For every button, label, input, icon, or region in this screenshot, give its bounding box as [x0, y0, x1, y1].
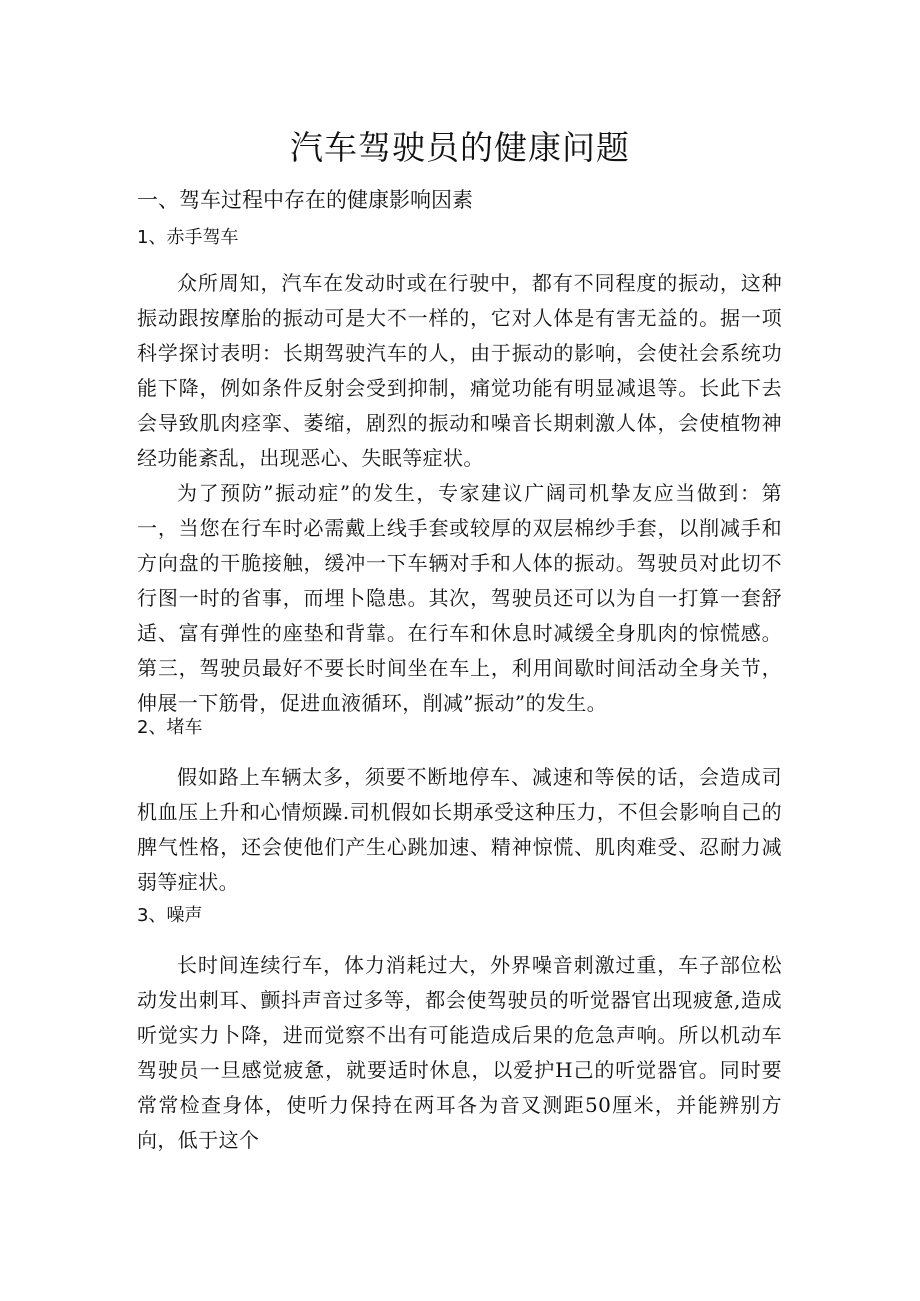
paragraph-1-2: 为了预防”振动症”的发生，专家建议广阔司机挚友应当做到：第一，当您在行车时必需戴上线手套或较厚的双层棉纱手套，以削减手和方向盘的干脆接触，缓冲一下车辆对手和人体的振动。驾驶员对此切不行图一时的省事，而埋卜隐患。其次，驾驶员还可以为自一打算一套舒适、富有弹性的座垫和背靠。在行车和休息时减缓全身肌肉的惊慌感。第三，驾驶员最好不要长时间坐在车上，利用间歇时间活动全身关节，伸展一下筋骨，促进血液循环，削减”振动”的发生。	[137, 481, 782, 715]
paragraph-1-1: 众所周知，汽车在发动时或在行驶中，都有不同程度的振动，这种振动跟按摩胎的振动可是大不一样的，它对人体是有害无益的。据一项科学探讨表明：长期驾驶汽车的人，由于振动的影响，会使社会系统功能下降，例如条件反射会受到抑制，痛觉功能有明显减退等。长此下去会导致肌肉痉挛、萎缩，剧烈的振动和噪音长期刺激人体，会使植物神经功能紊乱，出现恶心、失眠等症状。	[137, 271, 782, 470]
section-heading-1: 一、驾车过程中存在的健康影响因素	[137, 188, 473, 212]
document-title: 汽车驾驶员的健康问题	[290, 128, 630, 168]
paragraph-3-1: 长时间连续行车，体力消耗过大，外界噪音刺激过重，车子部位松动发出刺耳、颤抖声音过多等，都会使驾驶员的听觉器官出现疲惫,造成听觉实力卜降，进而觉察不出有可能造成后果的危急声响。所以机动车驾驶员一旦感觉疲惫，就要适时休息，以爱护H己的听觉器官。同时要常常检查身体，使听力保持在两耳各为音叉测距50厘米，并能辨别方向，低于这个	[137, 953, 782, 1152]
paragraph-2-1: 假如路上车辆太多，须要不断地停车、减速和等侯的话，会造成司机血压上升和心情烦躁.司机假如长期承受这种压力，不但会影响自己的脾气性格，还会使他们产生心跳加速、精神惊慌、肌肉难受、忍耐力减弱等症状。	[137, 765, 782, 894]
subsection-heading-3: 3、噪声	[137, 905, 203, 926]
subsection-heading-1: 1、赤手驾车	[137, 227, 239, 248]
subsection-heading-2: 2、堵车	[137, 717, 203, 738]
